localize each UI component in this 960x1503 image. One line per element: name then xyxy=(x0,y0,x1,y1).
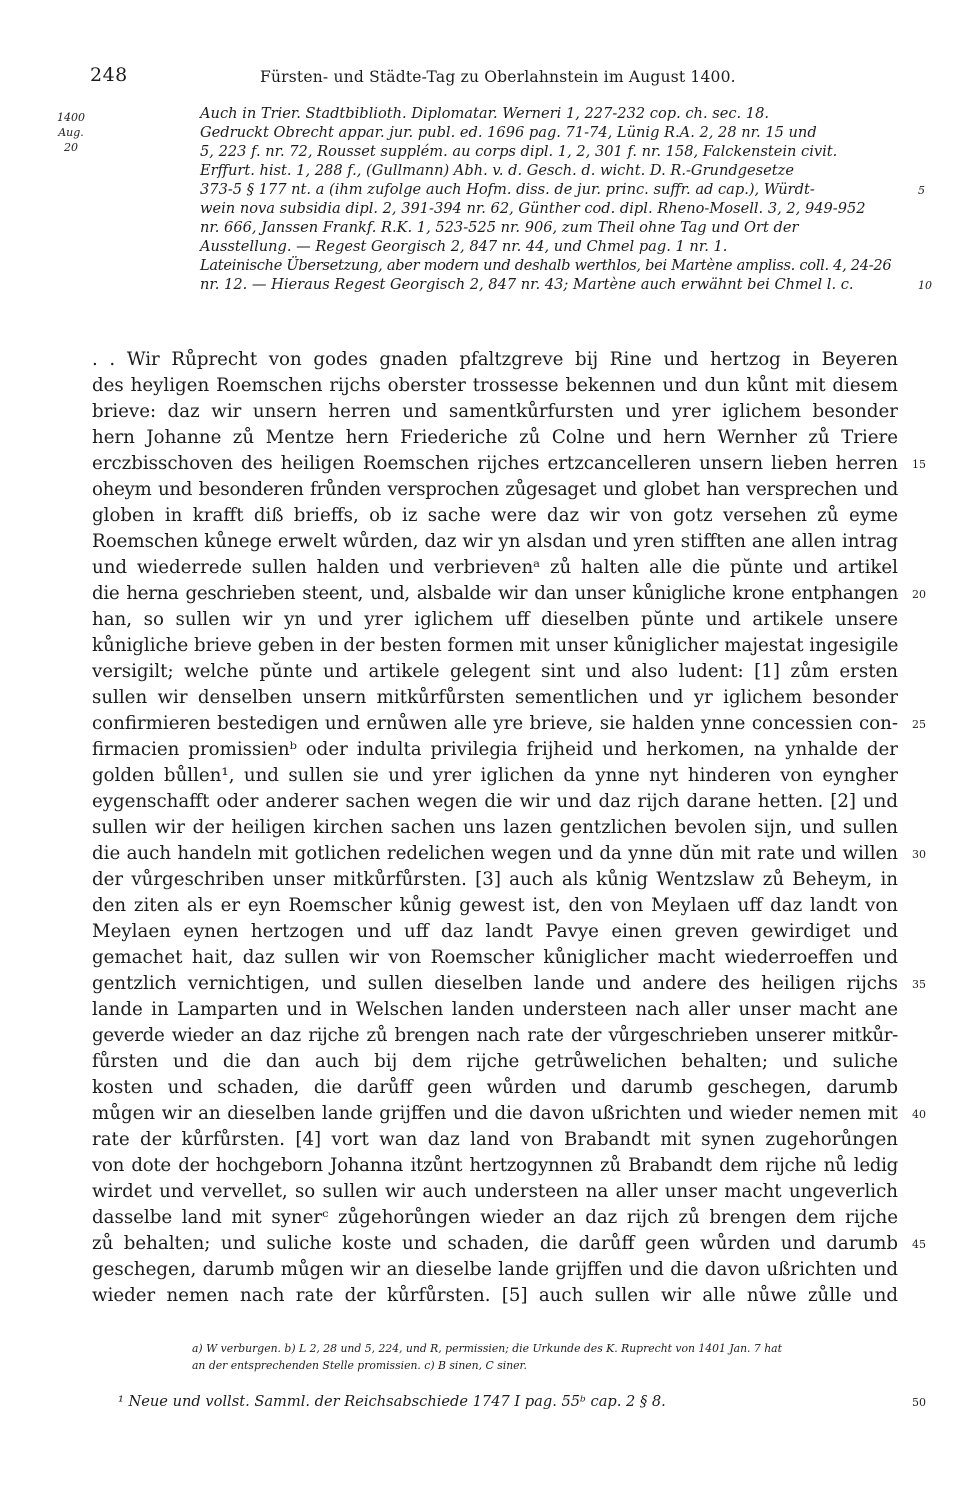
text-line: kůnigliche brieve geben in der besten formen mit unser kůniglicher majestat ingesigile xyxy=(92,635,899,656)
line-number: 20 xyxy=(912,588,926,601)
bottom-footnote: ¹ Neue und vollst. Samml. der Reichsabschiede 1747 I pag. 55ᵇ cap. 2 § 8. xyxy=(118,1393,666,1410)
text-line: han, so sullen wir yn und yrer iglichem uff dieselben pŭnte und artikele unsere xyxy=(92,609,898,630)
text-line: eygenschafft oder anderer sachen wegen die wir und daz rijch darane hetten. [2] und xyxy=(92,791,898,812)
text-line: von dote der hochgeborn Johanna itzůnt hertzogynnen zů Brabandt dem rijche nů ledig xyxy=(92,1155,898,1176)
line-number: 10 xyxy=(918,279,932,292)
text-line: versigilt; welche pŭnte und artikele gelegent sint und also ludent: [1] zům ersten xyxy=(92,661,898,682)
text-line: rate der kůrfůrsten. [4] vort wan daz land von Brabandt mit synen zugehorůngen xyxy=(92,1129,898,1150)
text-line: fůrsten und die dan auch bij dem rijche getrůwelichen behalten; und suliche xyxy=(92,1051,898,1072)
margin-date-year: 1400 xyxy=(57,111,85,124)
text-line: erczbisschoven des heiligen Roemschen rijches ertzcancelleren unsern lieben herren xyxy=(92,453,898,474)
running-title: Fürsten- und Städte-Tag zu Oberlahnstein im August 1400. xyxy=(260,68,736,86)
line-number: 15 xyxy=(912,458,926,471)
line-number: 30 xyxy=(912,848,926,861)
text-line: Meylaen eynen hertzogen und uff daz landt Pavye einen greven gewirdiget und xyxy=(92,921,898,942)
note-line: nr. 666, Janssen Frankf. R.K. 1, 523-525 nr. 906, zum Theil ohne Tag und Ort der xyxy=(200,219,799,236)
text-line: gemachet hait, daz sullen wir von Roemscher kůniglicher macht wiederroeffen und xyxy=(92,947,898,968)
line-number: 5 xyxy=(918,184,925,197)
text-line: golden bůllen¹, und sullen sie und yrer iglichen da ynne nyt hinderen von eyngher xyxy=(92,765,898,786)
line-number: 35 xyxy=(912,978,926,991)
note-line: nr. 12. — Hieraus Regest Georgisch 2, 847 nr. 43; Martène auch erwähnt bei Chmel l. c. xyxy=(200,276,854,293)
text-line: den ziten als er eyn Roemscher kůnig gewest ist, den von Meylaen uff daz landt von xyxy=(92,895,898,916)
text-line: . . Wir Růprecht von godes gnaden pfaltzgreve bij Rine und hertzog in Beyeren xyxy=(92,349,898,370)
text-line: die auch handeln mit gotlichen redelichen wegen und da ynne dŭn mit rate und willen xyxy=(92,843,898,864)
note-line: Auch in Trier. Stadtbiblioth. Diplomatar. Werneri 1, 227-232 cop. ch. sec. 18. xyxy=(200,105,770,122)
text-line: geschegen, darumb můgen wir an dieselbe lande grijffen und die davon ußrichten und xyxy=(92,1259,898,1280)
text-line: confirmieren bestedigen und ernůwen alle yre brieve, sie halden ynne concessien con- xyxy=(92,713,898,734)
text-line: oheym und besonderen frůnden versprochen zůgesaget und globet han versprechen und xyxy=(92,479,898,500)
text-line: wieder nemen nach rate der kůrfůrsten. [5] auch sullen wir alle nůwe zůlle und xyxy=(92,1285,898,1306)
text-line: lande in Lamparten und in Welschen landen understeen nach aller unser macht ane xyxy=(92,999,898,1020)
note-line: 5, 223 f. nr. 72, Rousset supplém. au corps dipl. 1, 2, 301 f. nr. 158, Falckenstein civit. xyxy=(200,143,838,160)
margin-date-day: Aug. 20 xyxy=(58,126,84,154)
text-line: sullen wir der heiligen kirchen sachen uns lazen gentzlichen bevolen sijn, und sullen xyxy=(92,817,898,838)
text-line: gentzlich vernichtigen, und sullen dieselben lande und andere des heiligen rijchs xyxy=(92,973,898,994)
text-line: brieve: daz wir unsern herren und samentkůrfursten und yrer iglichem besonder xyxy=(92,401,898,422)
line-number: 25 xyxy=(912,718,926,731)
text-line: der vůrgeschriben unser mitkůrfůrsten. [3] auch als kůnig Wentzslaw zů Beheym, in xyxy=(92,869,898,890)
text-line: sullen wir denselben unsern mitkůrfůrsten sementlichen und yr iglichem besonder xyxy=(92,687,898,708)
text-line: firmacien promissienᵇ oder indulta privilegia frijheid und herkomen, na ynhalde der xyxy=(92,739,898,760)
text-line: můgen wir an dieselben lande grijffen und die davon ußrichten und wieder nemen mit xyxy=(92,1103,898,1124)
line-number: 40 xyxy=(912,1108,926,1121)
page-header xyxy=(90,64,902,92)
line-number: 45 xyxy=(912,1238,926,1251)
text-line: geverde wieder an daz rijche zů brengen nach rate der vůrgeschrieben unserer mitkůr- xyxy=(92,1025,898,1046)
line-number: 50 xyxy=(912,1396,926,1409)
note-line: Gedruckt Obrecht appar. jur. publ. ed. 1696 pag. 71-74, Lünig R.A. 2, 28 nr. 15 und xyxy=(200,124,817,141)
footnote-line: an der entsprechenden Stelle promissien. c) B sinen, C siner. xyxy=(192,1359,527,1372)
text-line: die herna geschrieben steent, und, alsbalde wir dan unser kůnigliche krone entphangen xyxy=(92,583,898,604)
text-line: wirdet und vervellet, so sullen wir auch understeen na aller unser macht ungeverlich xyxy=(92,1181,898,1202)
note-line: Erffurt. hist. 1, 288 f., (Gullmann) Abh. v. d. Gesch. d. wicht. D. R.-Grundgesetze xyxy=(200,162,794,179)
note-line: Ausstellung. — Regest Georgisch 2, 847 nr. 44, und Chmel pag. 1 nr. 1. xyxy=(200,238,728,255)
text-line: kosten und schaden, die darůff geen wůrden und darumb geschegen, darumb xyxy=(92,1077,898,1098)
text-line: globen in krafft diß brieffs, ob iz sache were daz wir von gotz versehen zů eyme xyxy=(92,505,898,526)
text-line: dasselbe land mit synerᶜ zůgehorůngen wieder an daz rijch zů brengen dem rijche xyxy=(92,1207,898,1228)
text-line: des heyligen Roemschen rijchs oberster trossesse bekennen und dun kůnt mit diesem xyxy=(92,375,898,396)
text-line: hern Johanne zů Mentze hern Friederiche zů Colne und hern Wernher zů Triere xyxy=(92,427,898,448)
footnote-line: a) W verburgen. b) L 2, 28 und 5, 224, und R, permissien; die Urkunde des K. Ruprecht von 1401 Jan. 7 hat xyxy=(192,1342,782,1355)
text-line: Roemschen kůnege erwelt wůrden, daz wir yn alsdan und yren stifften ane allen intrag xyxy=(92,531,898,552)
text-line: und wiederrede sullen halden und verbrievenᵃ zů halten alle die pŭnte und artikel xyxy=(92,557,898,578)
margin-date xyxy=(50,110,92,155)
note-line: Lateinische Übersetzung, aber modern und deshalb werthlos, bei Martène ampliss. coll. 4, 24-26 xyxy=(200,257,892,274)
note-line: wein nova subsidia dipl. 2, 391-394 nr. 62, Günther cod. dipl. Rheno-Mosell. 3, 2, 949-952 xyxy=(200,200,866,217)
page-number: 248 xyxy=(90,64,128,86)
note-line: 373-5 § 177 nt. a (ihm zufolge auch Hofm. diss. de jur. princ. suffr. ad cap.), Würdt- xyxy=(200,181,815,198)
text-line: zů behalten; und suliche koste und schaden, die darůff geen wůrden und darumb xyxy=(92,1233,898,1254)
